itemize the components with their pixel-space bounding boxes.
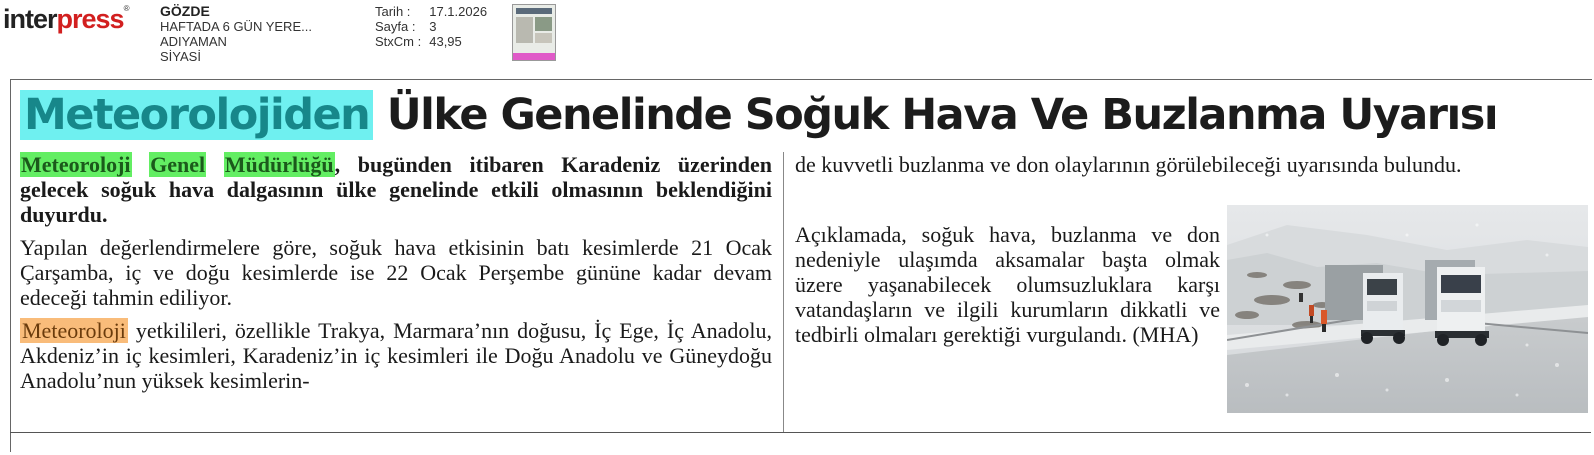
article-column-1 [20,152,772,401]
article-column-2-body [795,222,1220,355]
paragraph-3: Açıklamada, soğuk hava, buzlanma ve don nedeniyle ulaşımda aksamalar başta olmak üzere yaşanabilecek olumsuzluklara karşı vatandaşların ve ilgili kurumların dikkatli ve tedbirli olmaları gerektiği vurgulandı. (MHA) [795,222,1220,347]
interpress-logo: interpress® [3,4,129,34]
publication-info [160,4,312,64]
paragraph-2-continued: de kuvvetli buzlanma ve don olaylarının görülebileceği uyarısında bulundu. [795,152,1462,177]
highlight-meteoroloji-source: Meteoroloji [22,318,126,343]
headline-text: Ülke Genelinde Soğuk Hava Ve Buzlanma Uyarısı [373,90,1498,140]
highlight-genel: Genel [150,152,206,177]
paragraph-1: Yapılan değerlendirmelere göre, soğuk hava etkisinin batı kesimlerde 21 Ocak Çarşamba, iç ve doğu kesimlerde ise 22 Ocak Perşembe gününe kadar devam edeceği tahmin ediliyor. [20,235,772,310]
clipping-meta [375,4,495,49]
size-value: 43,95 [429,34,462,49]
publication-name: GÖZDE [160,3,210,19]
highlight-mudurlugu: Müdürlüğü [224,152,334,177]
article-photo [1227,205,1588,413]
column-divider [783,152,784,432]
lead-text: , bugünden itibaren Karadeniz üzerinden gelecek soğuk hava dalgasının ülke genelinde etkili olmasının beklendiğini duyurdu. [20,152,773,227]
page-label: Sayfa : [375,19,416,34]
publication-frequency: HAFTADA 6 GÜN YERE... [160,19,312,34]
paragraph-2 [20,318,772,393]
paragraph-2-text: yetkilileri, özellikle Trakya, Marmara’nın doğusu, İç Ege, İç Anadolu, Akdeniz’in iç kesimleri, Karadeniz’in iç kesimleri ile Doğu Anadolu ve Güneydoğu Anadolu’nun yüksek kesimlerin- [20,318,772,393]
publication-category: SİYASİ [160,49,201,64]
article-headline [20,90,1580,140]
article-column-2-top [795,152,1590,185]
article-bottom-rule [10,432,1591,433]
date-label: Tarih : [375,4,411,19]
article-lead [20,152,772,227]
headline-highlight: Meteorolojiden [20,90,373,140]
size-label: StxCm : [375,34,422,49]
highlight-meteoroloji: Meteoroloji [21,152,131,177]
page-value: 3 [429,19,437,34]
publication-city: ADIYAMAN [160,34,227,49]
page-thumbnail[interactable] [512,4,556,61]
date-value: 17.1.2026 [429,4,488,19]
